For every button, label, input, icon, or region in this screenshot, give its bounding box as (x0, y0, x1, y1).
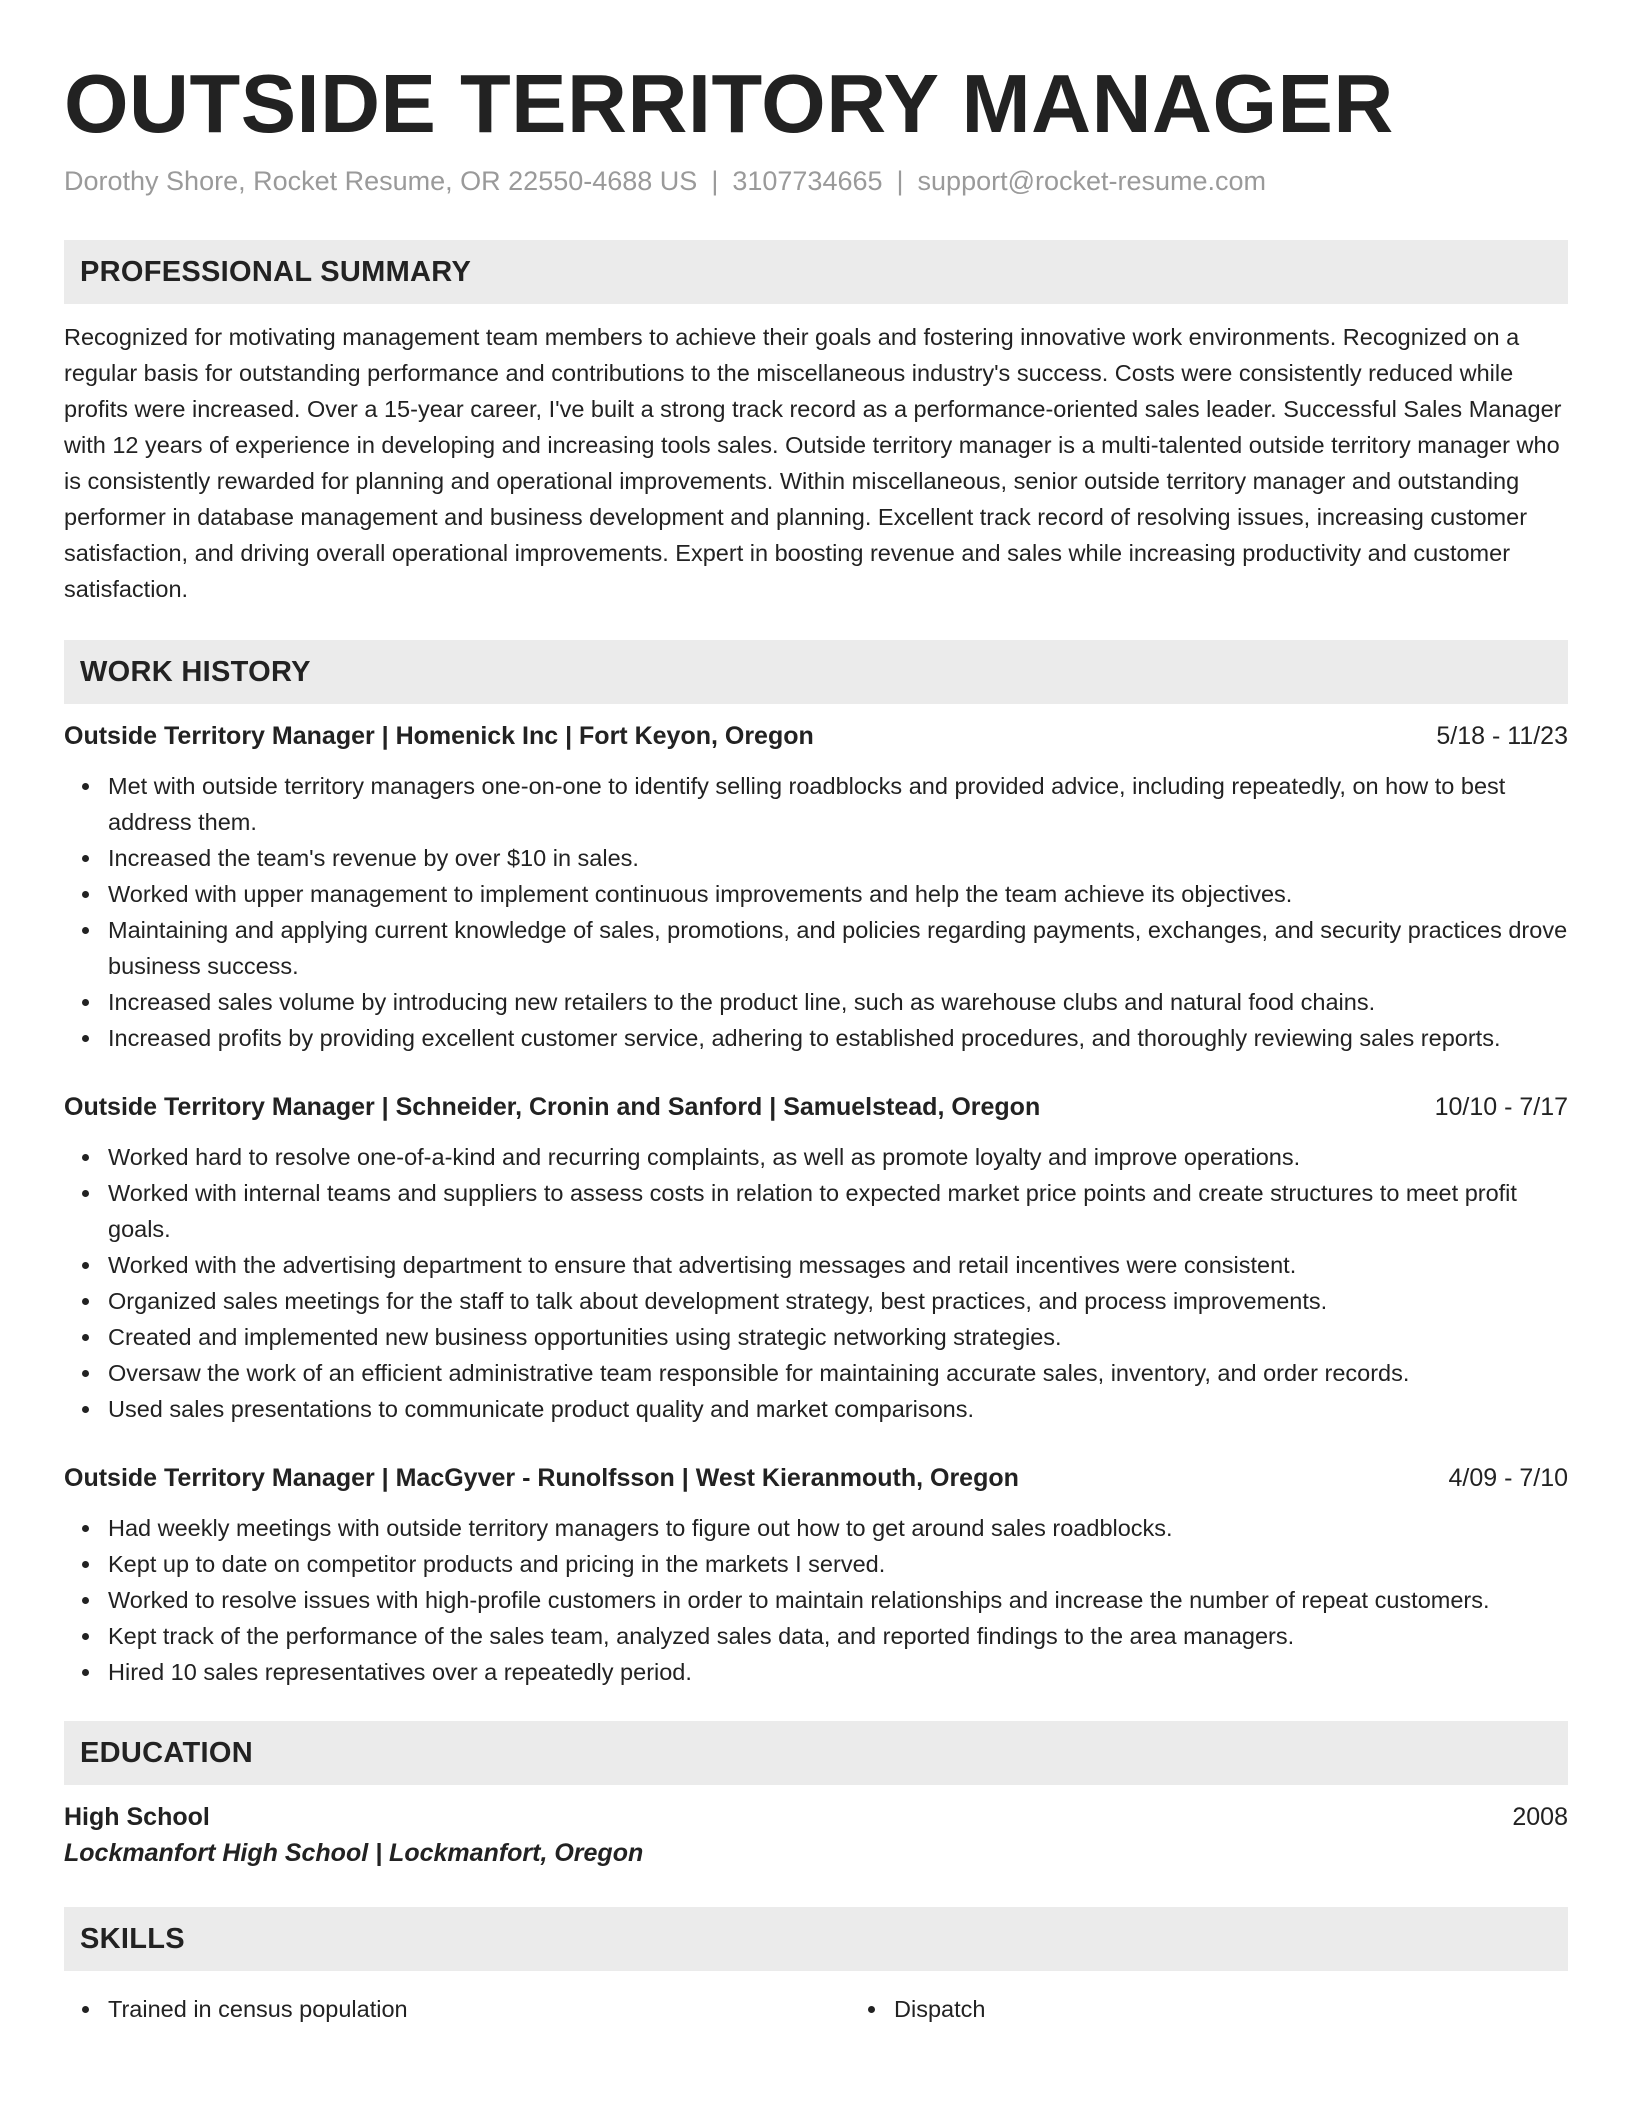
education-degree: High School (64, 1803, 210, 1831)
education-year: 2008 (1512, 1803, 1568, 1831)
skills-columns (64, 1971, 1568, 2027)
contact-address: Dorothy Shore, Rocket Resume, OR 22550-4688 US (64, 166, 698, 196)
job-header (64, 1089, 1568, 1125)
job-header (64, 1460, 1568, 1496)
job-dates: 5/18 - 11/23 (1436, 722, 1568, 750)
education-school: Lockmanfort High School | Lockmanfort, Oregon (64, 1839, 644, 1867)
job-bullet: Worked with internal teams and suppliers to assess costs in relation to expected market price points and create structures to meet profit goals. (108, 1175, 1568, 1247)
skills-list-right (850, 1991, 1632, 2027)
job-bullet: Used sales presentations to communicate product quality and market comparisons. (108, 1391, 1568, 1427)
job-bullet: Increased the team's revenue by over $10 in sales. (108, 840, 1568, 876)
contact-phone: 3107734665 (732, 166, 883, 196)
job-bullet: Increased sales volume by introducing new retailers to the product line, such as warehouse clubs and natural food chains. (108, 984, 1568, 1020)
contact-separator: | (896, 166, 904, 196)
job-bullet: Created and implemented new business opportunities using strategic networking strategies. (108, 1319, 1568, 1355)
job-title: Outside Territory Manager | Schneider, Cronin and Sanford | Samuelstead, Oregon (64, 1093, 1041, 1121)
job-bullet: Worked with upper management to implement continuous improvements and help the team achieve its objectives. (108, 876, 1568, 912)
education-entry (64, 1799, 1568, 1871)
job-entry (64, 1089, 1568, 1427)
contact-separator: | (711, 166, 719, 196)
job-bullet: Increased profits by providing excellent customer service, adhering to established procedures, and thoroughly reviewing sales reports. (108, 1020, 1568, 1056)
education-header (64, 1799, 1568, 1835)
job-bullet: Worked hard to resolve one-of-a-kind and recurring complaints, as well as promote loyalty and improve operations. (108, 1139, 1568, 1175)
resume-title: OUTSIDE TERRITORY MANAGER (64, 57, 1394, 150)
job-entry (64, 1460, 1568, 1690)
skill-item: Trained in census population (108, 1991, 850, 2027)
job-entry (64, 718, 1568, 1056)
job-bullet: Kept track of the performance of the sales team, analyzed sales data, and reported findings to the area managers. (108, 1618, 1568, 1654)
job-bullet: Met with outside territory managers one-on-one to identify selling roadblocks and provided advice, including repeatedly, on how to best address them. (108, 768, 1568, 840)
job-bullet: Kept up to date on competitor products and pricing in the markets I served. (108, 1546, 1568, 1582)
job-bullet: Hired 10 sales representatives over a repeatedly period. (108, 1654, 1568, 1690)
job-title: Outside Territory Manager | MacGyver - Runolfsson | West Kieranmouth, Oregon (64, 1464, 1019, 1492)
section-heading-skills: SKILLS (64, 1907, 1568, 1971)
job-bullet: Worked to resolve issues with high-profile customers in order to maintain relationships and increase the number of repeat customers. (108, 1582, 1568, 1618)
skills-list-left (64, 1991, 850, 2027)
job-dates: 4/09 - 7/10 (1448, 1464, 1568, 1492)
skill-item: Dispatch (894, 1991, 1632, 2027)
job-bullet: Worked with the advertising department to ensure that advertising messages and retail incentives were consistent. (108, 1247, 1568, 1283)
section-heading-work-history: WORK HISTORY (64, 640, 1568, 704)
job-header (64, 718, 1568, 754)
job-bullet: Maintaining and applying current knowledge of sales, promotions, and policies regarding payments, exchanges, and security practices drove business success. (108, 912, 1568, 984)
job-title: Outside Territory Manager | Homenick Inc | Fort Keyon, Oregon (64, 722, 814, 750)
job-bullet-list (64, 1510, 1568, 1690)
summary-text: Recognized for motivating management team members to achieve their goals and fostering innovative work environments. Recognized on a regular basis for outstanding performance and contributions to the miscellaneous industry's success. Costs were consistently reduced while profits were increased. Over a 15-year career, I've built a strong track record as a performance-oriented sales leader. Successful Sales Manager with 12 years of experience in developing and increasing tools sales. Outside territory manager is a multi-talented outside territory manager who is consistently rewarded for planning and operational improvements. Within miscellaneous, senior outside territory manager and outstanding performer in database management and business development and planning. Excellent track record of resolving issues, increasing customer satisfaction, and driving overall operational improvements. Expert in boosting revenue and sales while increasing productivity and customer satisfaction. (64, 324, 1562, 602)
job-bullet-list (64, 1139, 1568, 1427)
job-bullet: Had weekly meetings with outside territory managers to figure out how to get around sales roadblocks. (108, 1510, 1568, 1546)
job-bullet: Organized sales meetings for the staff to talk about development strategy, best practices, and process improvements. (108, 1283, 1568, 1319)
contact-line (64, 163, 1568, 199)
job-dates: 10/10 - 7/17 (1434, 1093, 1568, 1121)
resume-page (64, 56, 1568, 2027)
section-heading-summary: PROFESSIONAL SUMMARY (64, 240, 1568, 304)
contact-email: support@rocket-resume.com (917, 166, 1267, 196)
job-bullet-list (64, 768, 1568, 1056)
section-heading-education: EDUCATION (64, 1721, 1568, 1785)
job-bullet: Oversaw the work of an efficient administrative team responsible for maintaining accurate sales, inventory, and order records. (108, 1355, 1568, 1391)
